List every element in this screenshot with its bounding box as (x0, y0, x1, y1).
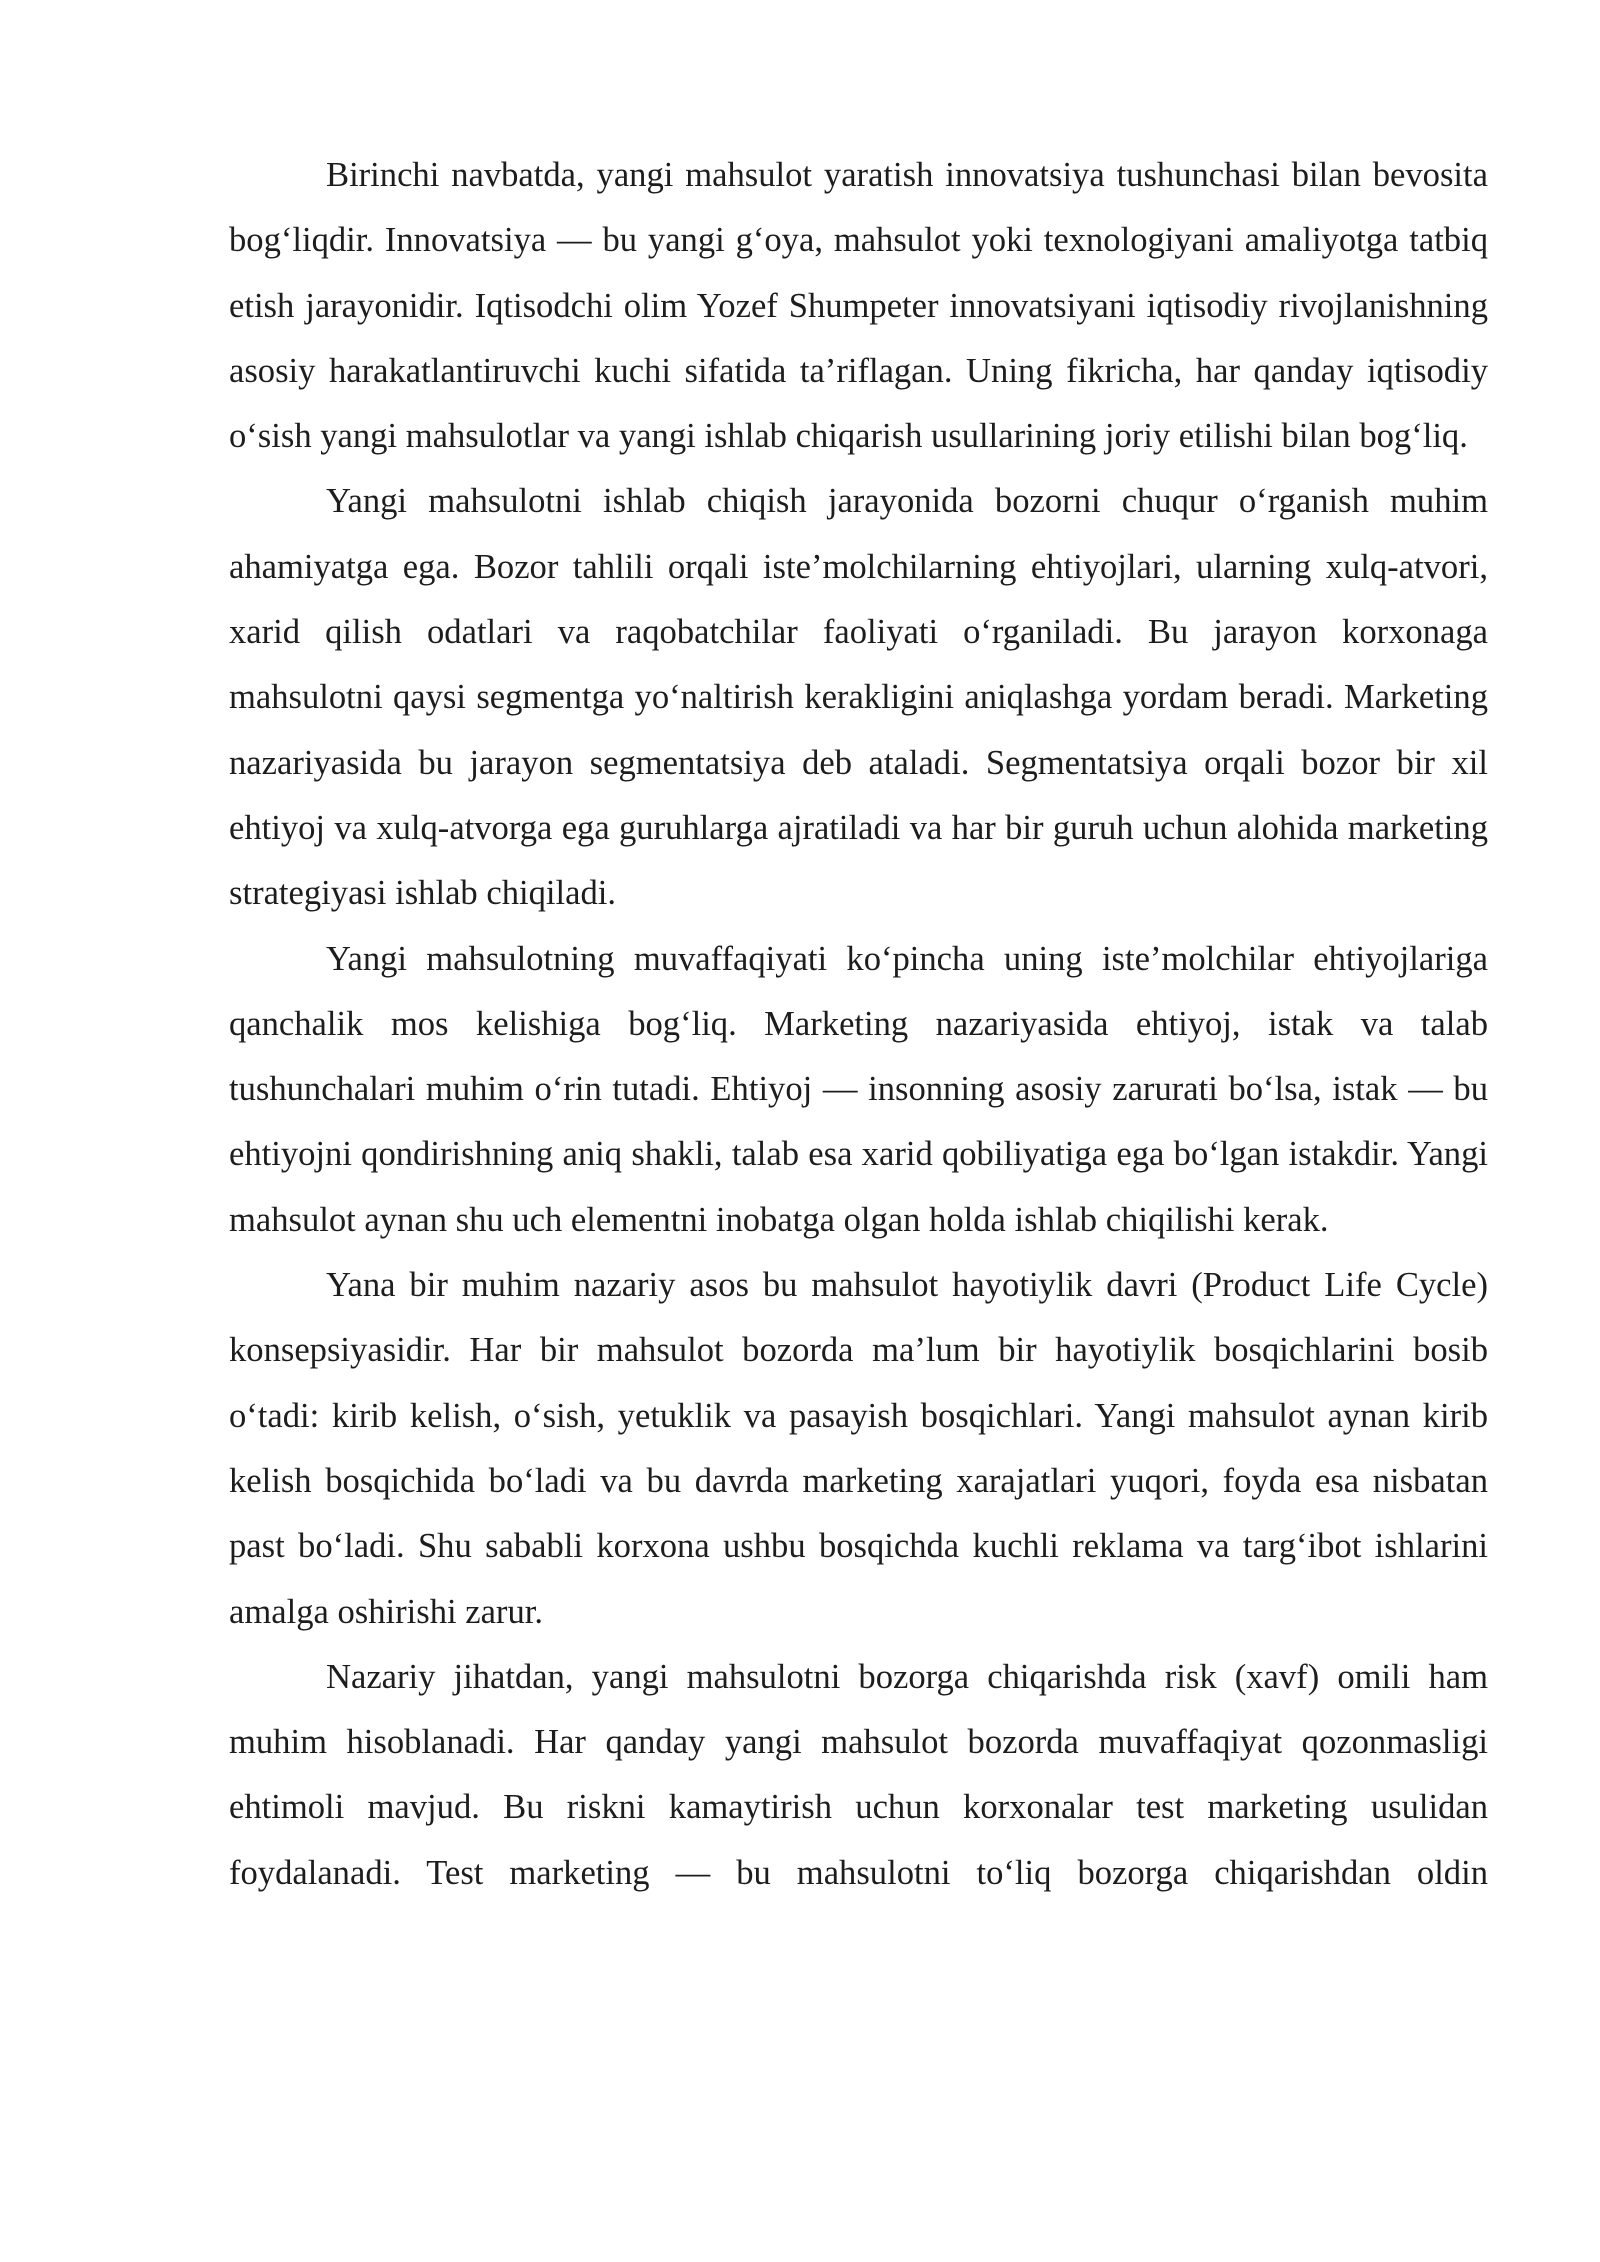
paragraph-market-research: Yangi mahsulotni ishlab chiqish jarayonida bozorni chuqur o‘rganish muhim ahamiyatga ega. Bozor tahlili orqali iste’molchilarning ehtiyojlari, ularning xulq-atvori, xarid qilish odatlari va raqobatchilar faoliyati o‘rganiladi. Bu jarayon korxonaga mahsulotni qaysi segmentga yo‘naltirish kerakligini aniqlashga yordam beradi. Marketing nazariyasida bu jarayon segmentatsiya deb ataladi. Segmentatsiya orqali bozor bir xil ehtiyoj va xulq-atvorga ega guruhlarga ajratiladi va har bir guruh uchun alohida marketing strategiyasi ishlab chiqiladi. (229, 482, 1488, 913)
paragraph-consumer-needs: Yangi mahsulotning muvaffaqiyati ko‘pincha uning iste’molchilar ehtiyojlariga qanchalik mos kelishiga bog‘liq. Marketing nazariyasida ehtiyoj, istak va talab tushunchalari muhim o‘rin tutadi. Ehtiyoj — insonning asosiy zarurati bo‘lsa, istak — bu ehtiyojni qondirishning aniq shakli, talab esa xarid qobiliyatiga ega bo‘lgan istakdir. Yangi mahsulot aynan shu uch elementni inobatga olgan holda ishlab chiqilishi kerak. (229, 939, 1488, 1239)
paragraph-risk-factor: Nazariy jihatdan, yangi mahsulotni bozorga chiqarishda risk (xavf) omili ham muhim hisoblanadi. Har qanday yangi mahsulot bozorda muvaffaqiyat qozonmasligi ehtimoli mavjud. Bu riskni kamaytirish uchun korxonalar test marketing usulidan foydalanadi. Test marketing — bu mahsulotni to‘liq bozorga chiqarishdan oldin (229, 1657, 1488, 1892)
paragraph-innovation: Birinchi navbatda, yangi mahsulot yaratish innovatsiya tushunchasi bilan bevosita bog‘liqdir. Innovatsiya — bu yangi g‘oya, mahsulot yoki texnologiyani amaliyotga tatbiq etish jarayonidir. Iqtisodchi olim Yozef Shumpeter innovatsiyani iqtisodiy rivojlanishning asosiy harakatlantiruvchi kuchi sifatida ta’riflagan. Uning fikricha, har qanday iqtisodiy o‘sish yangi mahsulotlar va yangi ishlab chiqarish usullarining joriy etilishi bilan bog‘liq. (229, 156, 1488, 456)
paragraph-product-life-cycle: Yana bir muhim nazariy asos bu mahsulot hayotiylik davri (Product Life Cycle) konsepsiyasidir. Har bir mahsulot bozorda ma’lum bir hayotiylik bosqichlarini bosib o‘tadi: kirib kelish, o‘sish, yetuklik va pasayish bosqichlari. Yangi mahsulot aynan kirib kelish bosqichida bo‘ladi va bu davrda marketing xarajatlari yuqori, foyda esa nisbatan past bo‘ladi. Shu sababli korxona ushbu bosqichda kuchli reklama va targ‘ibot ishlarini amalga oshirishi zarur. (229, 1266, 1488, 1631)
document-body (229, 143, 1488, 1906)
